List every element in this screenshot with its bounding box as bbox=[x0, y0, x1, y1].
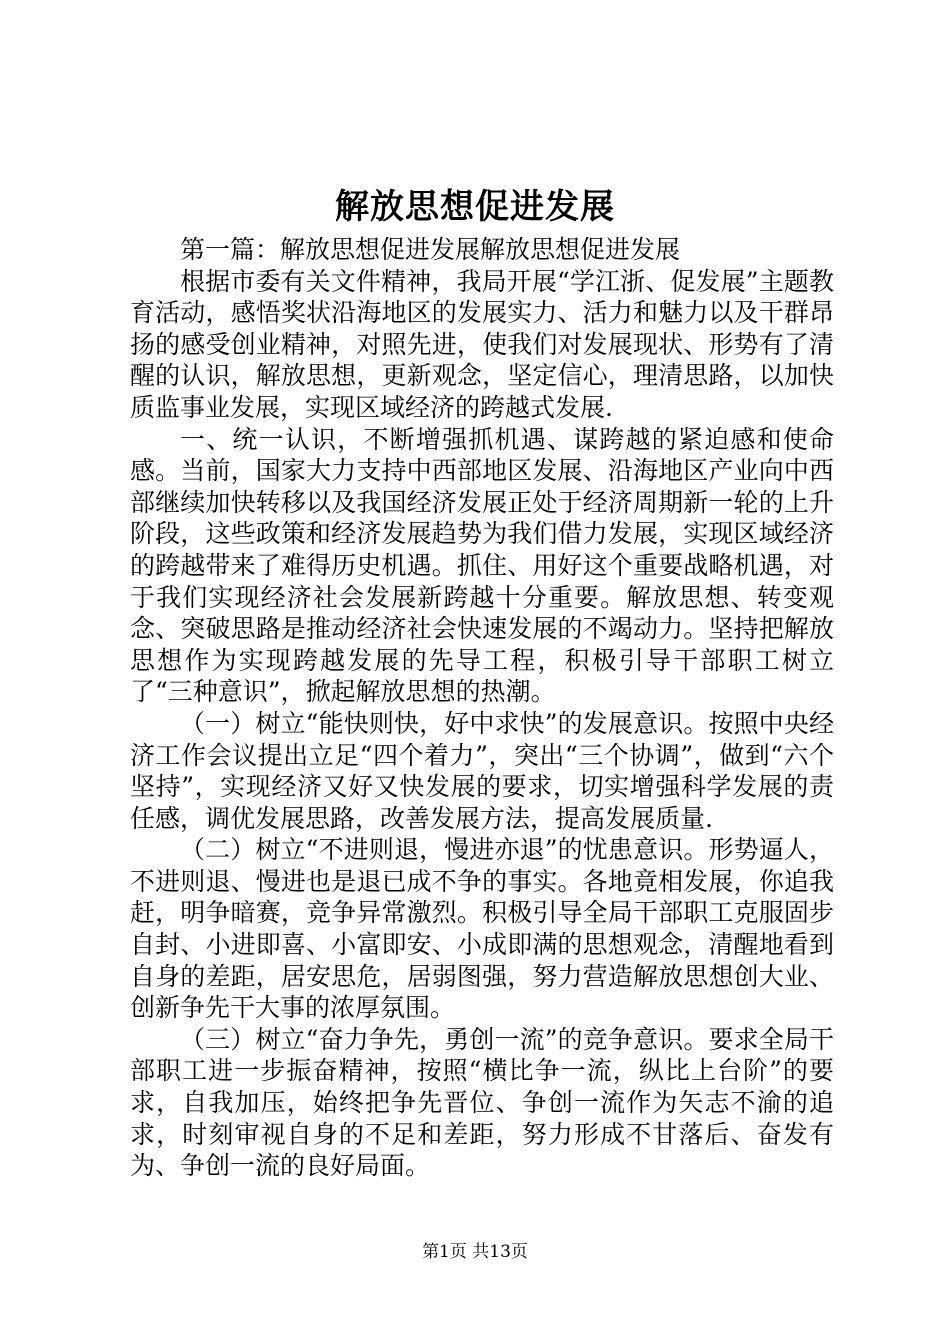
paragraph-heading: 第一篇：解放思想促进发展解放思想促进发展 bbox=[180, 235, 681, 264]
paragraph-section-one: 一、统一认识，不断增强抓机遇、谋跨越的紧迫感和使命感。当前，国家大力支持中西部地区发展、沿海地区产业向中西部继续加快转移以及我国经济发展正处于经济周期新一轮的上升阶段，这些政策和经济发展趋势为我们借力发展，实现区域经济的跨越带来了难得历史机遇。抓住、用好这个重要战略机遇，对于我们实现经济社会发展新跨越十分重要。解放思想、转变观念、突破思路是推动经济社会快速发展的不竭动力。坚持把解放思想作为实现跨越发展的先导工程，积极引导干部职工树立了“三种意识”，掀起解放思想的热潮。 bbox=[130, 424, 834, 707]
paragraph-intro: 根据市委有关文件精神，我局开展“学江浙、促发展”主题教育活动，感悟奖状沿海地区的发展实力、活力和魅力以及干群昂扬的感受创业精神，对照先进，使我们对发展现状、形势有了清醒的认识，解放思想，更新观念，坚定信心，理清思路，以加快质监事业发展，实现区域经济的跨越式发展. bbox=[130, 266, 834, 422]
document-body bbox=[130, 234, 834, 1182]
paragraph-item-three: （三）树立“奋力争先，勇创一流”的竞争意识。要求全局干部职工进一步振奋精神，按照“横比争一流，纵比上台阶”的要求，自我加压，始终把争先晋位、争创一流作为矢志不渝的追求，时刻审视自身的不足和差距，努力形成不甘落后、奋发有为、争创一流的良好局面。 bbox=[130, 1024, 834, 1181]
page-footer: 第1页 共13页 bbox=[422, 1242, 528, 1262]
document-title: 解放思想促进发展 bbox=[335, 187, 615, 227]
paragraph-item-two: （二）树立“不进则退，慢进亦退”的忧患意识。形势逼人，不进则退、慢进也是退已成不争的事实。各地竟相发展，你追我赶，明争暗赛，竞争异常激烈。积极引导全局干部职工克服固步自封、小进即喜、小富即安、小成即满的思想观念，清醒地看到自身的差距，居安思危，居弱图强，努力营造解放思想创大业、创新争先干大事的浓厚氛围。 bbox=[130, 835, 834, 1023]
paragraph-item-one: （一）树立“能快则快，好中求快”的发展意识。按照中央经济工作会议提出立足“四个着力”，突出“三个协调”，做到“六个坚持”，实现经济又好又快发展的要求，切实增强科学发展的责任感，调优发展思路，改善发展方法，提高发展质量. bbox=[130, 708, 834, 833]
